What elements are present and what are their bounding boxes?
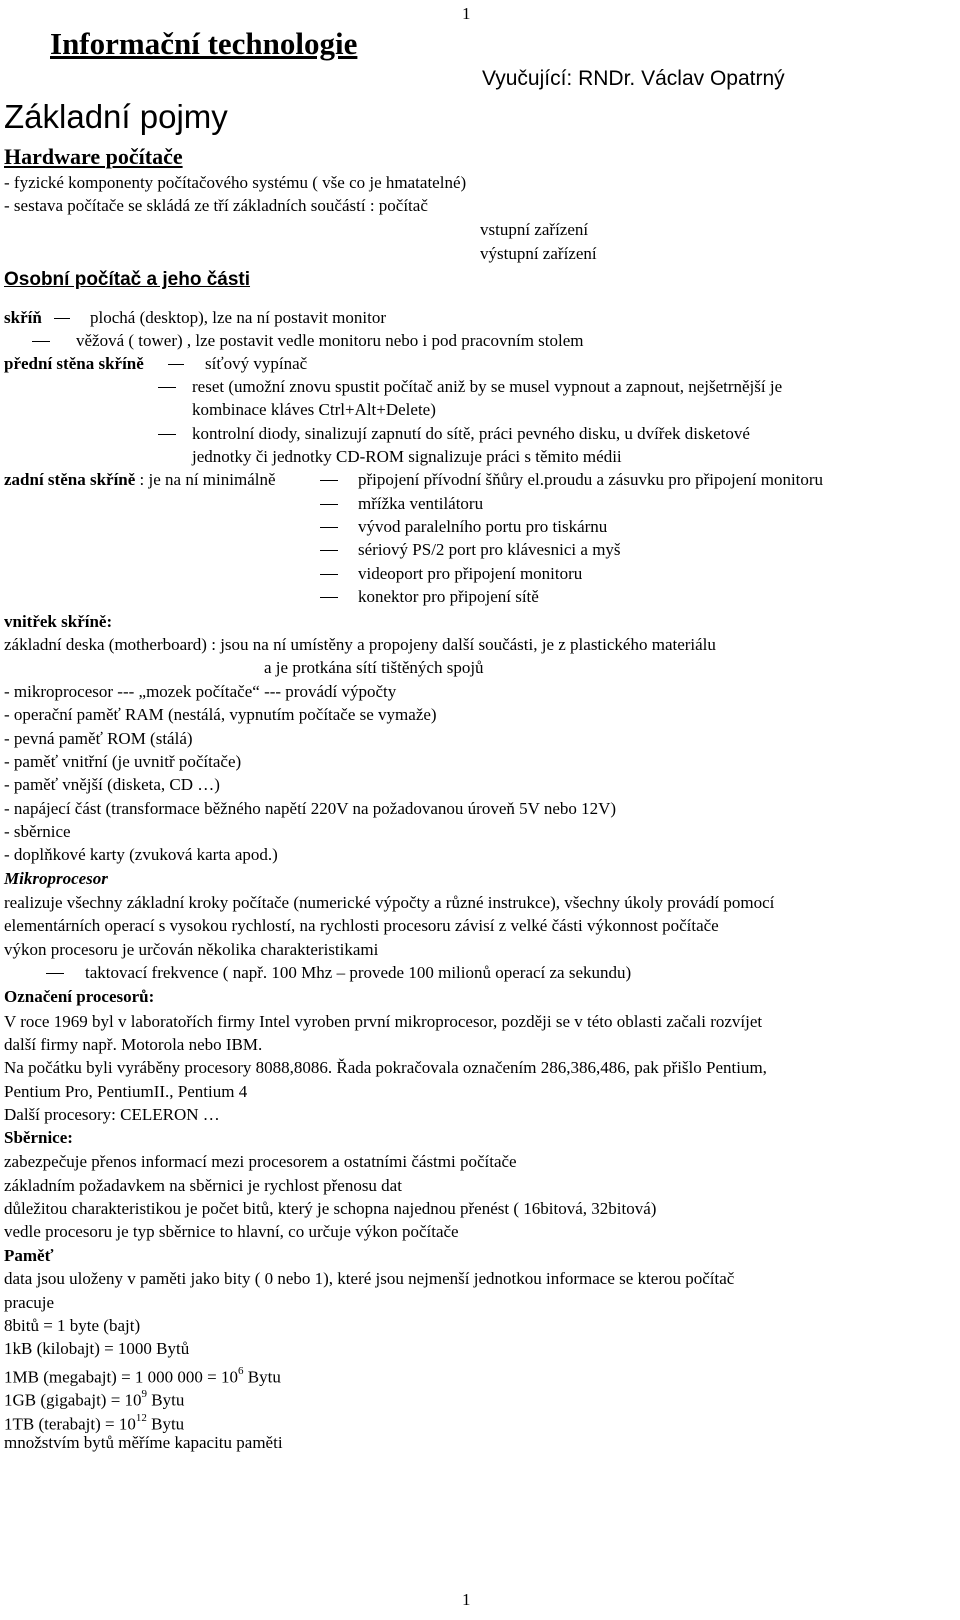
hw-item: - sestava počítače se skládá ze tří základních součástí : počítač [4, 196, 428, 215]
vnitrek-item: - doplňkové karty (zvuková karta apod.) [4, 845, 278, 864]
unit-line [4, 1410, 184, 1435]
mikro-line: realizuje všechny základní kroky počítače (numerické výpočty a různé instrukce), všechny úkoly provádí pomocí [4, 893, 775, 912]
unit-exponent: 9 [141, 1388, 148, 1400]
predni-item: kontrolní diody, sinalizují zapnutí do sítě, práci pevného disku, u dvířek disketové [192, 424, 750, 443]
zadni-item: mřížka ventilátoru [358, 494, 484, 513]
dash-line [54, 318, 70, 319]
zadni-label: zadní stěna skříně [4, 470, 136, 489]
page-number-bottom: 1 [462, 1590, 471, 1609]
dash-line [158, 387, 176, 388]
unit-text: Bytu [243, 1367, 281, 1387]
heading-oznaceni: Označení procesorů: [4, 987, 155, 1006]
pamet-line: data jsou uloženy v paměti jako bity ( 0 nebo 1), které jsou nejmenší jednotkou informace se kterou počítač [4, 1269, 735, 1288]
pamet-line: pracuje [4, 1293, 55, 1312]
vnitrek-item: - sběrnice [4, 822, 71, 841]
heading-hardware: Hardware počítače [4, 144, 183, 169]
unit-text: Bytu [147, 1390, 185, 1410]
mikro-line: elementárních operací s vysokou rychlostí, na rychlosti procesoru závisí z velké části výkonnost počítače [4, 916, 719, 935]
zadni-item: připojení přívodní šňůry el.proudu a zásuvku pro připojení monitoru [358, 470, 824, 489]
dash-line [320, 504, 338, 505]
hw-item: - fyzické komponenty počítačového systému ( vše co je hmatatelné) [4, 173, 467, 192]
predni-item: síťový vypínač [205, 354, 308, 373]
pamet-line: 1kB (kilobajt) = 1000 Bytů [4, 1339, 190, 1358]
predni-item: reset (umožní znovu spustit počítač aniž by se musel vypnout a zapnout, nejšetrnější je [192, 377, 783, 396]
deska-line: základní deska (motherboard) : jsou na ní umístěny a propojeny další součásti, je z plastického materiálu [4, 635, 716, 654]
dash-line [320, 527, 338, 528]
zadni-item: sériový PS/2 port pro klávesnici a myš [358, 540, 621, 559]
oznaceni-line: V roce 1969 byl v laboratořích firmy Intel vyroben první mikroprocesor, později se v této oblasti začali rozvíjet [4, 1012, 763, 1031]
vnitrek-item: - paměť vnější (disketa, CD …) [4, 775, 220, 794]
unit-exponent: 12 [135, 1412, 147, 1424]
unit-text: Bytu [146, 1414, 185, 1434]
zadni-item: konektor pro připojení sítě [358, 587, 539, 606]
predni-label: přední stěna skříně [4, 354, 144, 373]
unit-exponent: 6 [238, 1365, 244, 1377]
vnitrek-item: - pevná paměť ROM (stálá) [4, 729, 193, 748]
vnitrek-item: - napájecí část (transformace běžného napětí 220V na požadovanou úroveň 5V nebo 12V) [4, 799, 617, 818]
zadni-item: videoport pro připojení monitoru [358, 564, 583, 583]
mikro-dash-line: taktovací frekvence ( např. 100 Mhz – provede 100 milionů operací za sekundu) [85, 963, 632, 982]
zadni-line [4, 470, 276, 490]
teacher-name: Vyučující: RNDr. Václav Opatrný [482, 67, 785, 90]
hw-sub-item: výstupní zařízení [480, 244, 597, 263]
dash-line [320, 550, 338, 551]
vnitrek-item: - mikroprocesor --- „mozek počítače“ --- provádí výpočty [4, 682, 397, 701]
sbernice-line: zabezpečuje přenos informací mezi procesorem a ostatními částmi počítače [4, 1152, 517, 1171]
oznaceni-line: Další procesory: CELERON … [4, 1105, 220, 1124]
heading-mikroprocesor: Mikroprocesor [4, 869, 108, 888]
sbernice-line: důležitou charakteristikou je počet bitů, který je schopna najednou přenést ( 16bitová, 32bitová) [4, 1199, 657, 1218]
vnitrek-item: - operační paměť RAM (nestálá, vypnutím počítače se vymaže) [4, 705, 437, 724]
heading-osobni-pocitac: Osobní počítač a jeho části [4, 269, 251, 290]
document-title: Informační technologie [50, 26, 358, 61]
predni-item: kombinace kláves Ctrl+Alt+Delete) [192, 400, 436, 419]
zadni-intro: : je na ní minimálně [135, 470, 276, 489]
dash-line [320, 480, 338, 481]
sbernice-line: vedle procesoru je typ sběrnice to hlavní, co určuje výkon počítače [4, 1222, 459, 1241]
dash-line [32, 341, 50, 342]
unit-text: 1MB (megabajt) = 1 000 000 = 10 [4, 1367, 239, 1387]
deska-line: a je protkána sítí tištěných spojů [264, 658, 484, 677]
mikro-line: výkon procesoru je určován několika charakteristikami [4, 940, 379, 959]
skrin-item: věžová ( tower) , lze postavit vedle monitoru nebo i pod pracovním stolem [76, 331, 584, 350]
oznaceni-line: Na počátku byli vyráběny procesory 8088,8086. Řada pokračovala označením 286,386,486, pak přišlo Pentium, [4, 1058, 767, 1077]
unit-line [4, 1363, 281, 1388]
skrin-item: plochá (desktop), lze na ní postavit monitor [90, 308, 387, 327]
dash-line [168, 364, 184, 365]
zadni-item: vývod paralelního portu pro tiskárnu [358, 517, 608, 536]
vnitrek-label: vnitřek skříně: [4, 612, 113, 631]
predni-item: jednotky či jednotky CD-ROM signalizuje práci s těmito médii [192, 447, 622, 466]
dash-line [158, 434, 176, 435]
unit-line [4, 1386, 184, 1411]
vnitrek-item: - paměť vnitřní (je uvnitř počítače) [4, 752, 242, 771]
dash-line [320, 574, 338, 575]
skrin-label: skříň [4, 308, 42, 327]
oznaceni-line: další firmy např. Motorola nebo IBM. [4, 1035, 263, 1054]
heading-pamet: Paměť [4, 1246, 54, 1265]
heading-sbernice: Sběrnice: [4, 1128, 73, 1147]
page-number-top: 1 [462, 4, 471, 23]
pamet-line: 8bitů = 1 byte (bajt) [4, 1316, 141, 1335]
sbernice-line: základním požadavkem na sběrnici je rychlost přenosu dat [4, 1176, 402, 1195]
pamet-last-line: množstvím bytů měříme kapacitu paměti [4, 1433, 283, 1452]
dash-line [46, 973, 64, 974]
hw-sub-item: vstupní zařízení [480, 220, 589, 239]
unit-text: 1GB (gigabajt) = 10 [4, 1390, 142, 1410]
heading-zakladni-pojmy: Základní pojmy [4, 98, 228, 135]
dash-line [320, 597, 338, 598]
unit-text: 1TB (terabajt) = 10 [4, 1414, 136, 1434]
oznaceni-line: Pentium Pro, PentiumII., Pentium 4 [4, 1082, 248, 1101]
